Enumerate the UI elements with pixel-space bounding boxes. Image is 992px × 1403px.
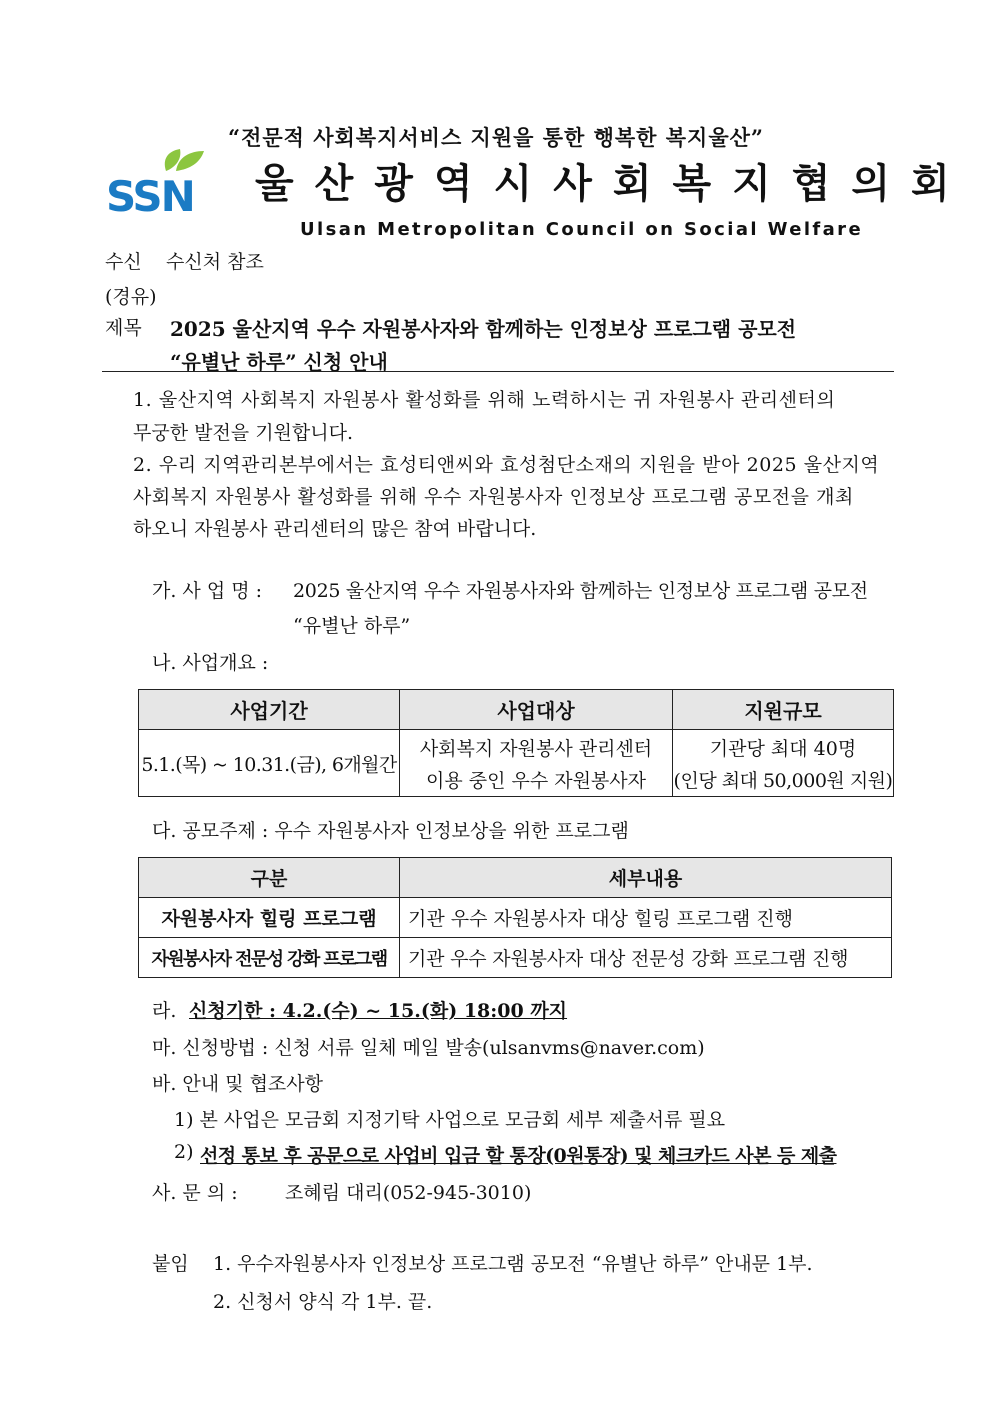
- attachment-item-1: 1. 우수자원봉사자 인정보상 프로그램 공모전 “유별난 하루” 안내문 1부.: [213, 1253, 813, 1275]
- subject-line-1: 2025 울산지역 우수 자원봉사자와 함께하는 인정보상 프로그램 공모전: [170, 317, 797, 341]
- overview-table: [138, 689, 894, 797]
- item-ra-deadline: 신청기한 : 4.2.(수) ~ 15.(화) 18:00 까지: [189, 1000, 568, 1022]
- item-ma: 마. 신청방법 : 신청 서류 일체 메일 발송(ulsanvms@naver.com): [152, 1037, 705, 1059]
- item-da: 다. 공모주제 : 우수 자원봉사자 인정보상을 위한 프로그램: [152, 820, 629, 842]
- logo-text: SSN: [106, 172, 194, 215]
- item-na-label: 나. 사업개요 :: [152, 652, 269, 674]
- ssn-logo: [104, 145, 214, 215]
- recipient-label: 수신: [105, 251, 142, 273]
- item-ra-prefix: 라.: [152, 1000, 177, 1022]
- paragraph-2-line-1: 2. 우리 지역관리본부에서는 효성티앤씨와 효성첨단소재의 지원을 받아 2025 울산지역: [133, 454, 880, 476]
- overview-target-line-1: 사회복지 자원봉사 관리센터: [419, 737, 653, 760]
- org-name-english: Ulsan Metropolitan Council on Social Welfare: [300, 219, 864, 240]
- overview-header-period: 사업기간: [139, 690, 400, 730]
- topic-table: [138, 857, 892, 978]
- paragraph-1-line-2: 무궁한 발전을 기원합니다.: [133, 422, 354, 444]
- item-ba-2: 선정 통보 후 공문으로 사업비 입금 할 통장(0원통장) 및 체크카드 사본 등 제출: [200, 1145, 837, 1167]
- overview-header-target: 사업대상: [400, 690, 673, 730]
- attachment-item-2: 2. 신청서 양식 각 1부. 끝.: [213, 1291, 433, 1313]
- item-sa-label: 사. 문 의 :: [152, 1182, 238, 1204]
- table-row: [139, 898, 892, 938]
- subject-label: 제목: [105, 317, 142, 339]
- topic-detail: 기관 우수 자원봉사자 대상 힐링 프로그램 진행: [400, 898, 892, 938]
- topic-category: 자원봉사자 힐링 프로그램: [139, 898, 400, 938]
- attachment-label: 붙임: [152, 1253, 189, 1275]
- item-sa-contact: 조혜림 대리(052-945-3010): [285, 1182, 532, 1204]
- topic-detail: 기관 우수 자원봉사자 대상 전문성 강화 프로그램 진행: [400, 938, 892, 978]
- paragraph-2-line-3: 하오니 자원봉사 관리센터의 많은 참여 바랍니다.: [133, 518, 537, 540]
- item-ba: 바. 안내 및 협조사항: [152, 1073, 323, 1095]
- org-name: 울산광역시사회복지협의회: [255, 160, 971, 207]
- item-ga-label: 가. 사 업 명 :: [152, 580, 263, 602]
- recipient-value: 수신처 참조: [166, 251, 264, 273]
- topic-header-category: 구분: [139, 858, 400, 898]
- paragraph-2-line-2: 사회복지 자원봉사 활성화를 위해 우수 자원봉사자 인정보상 프로그램 공모전을 개최: [133, 486, 854, 508]
- overview-scale: [673, 730, 894, 797]
- overview-header-scale: 지원규모: [673, 690, 894, 730]
- slogan: “전문적 사회복지서비스 지원을 통한 행복한 복지울산”: [227, 125, 764, 150]
- overview-target: [400, 730, 673, 797]
- item-ba-2-prefix: 2): [174, 1141, 194, 1163]
- paragraph-1-line-1: 1. 울산지역 사회복지 자원봉사 활성화를 위해 노력하시는 귀 자원봉사 관리센터의: [133, 389, 836, 411]
- subject-divider: [102, 371, 894, 372]
- overview-scale-line-2: (인당 최대 50,000원 지원): [673, 769, 893, 792]
- item-ga-line-1: 2025 울산지역 우수 자원봉사자와 함께하는 인정보상 프로그램 공모전: [293, 580, 868, 602]
- overview-scale-line-1: 기관당 최대 40명: [709, 737, 857, 760]
- subject-line-2: “유별난 하루” 신청 안내: [170, 350, 388, 374]
- topic-category: 자원봉사자 전문성 강화 프로그램: [139, 938, 400, 978]
- overview-target-line-2: 이용 중인 우수 자원봉사자: [425, 769, 646, 792]
- item-ga-line-2: “유별난 하루”: [293, 615, 411, 637]
- overview-period: 5.1.(목) ~ 10.31.(금), 6개월간: [139, 730, 400, 797]
- table-row: [139, 938, 892, 978]
- via-label: (경유): [105, 286, 157, 308]
- item-ba-1: 1) 본 사업은 모금회 지정기탁 사업으로 모금회 세부 제출서류 필요: [174, 1109, 726, 1131]
- topic-header-detail: 세부내용: [400, 858, 892, 898]
